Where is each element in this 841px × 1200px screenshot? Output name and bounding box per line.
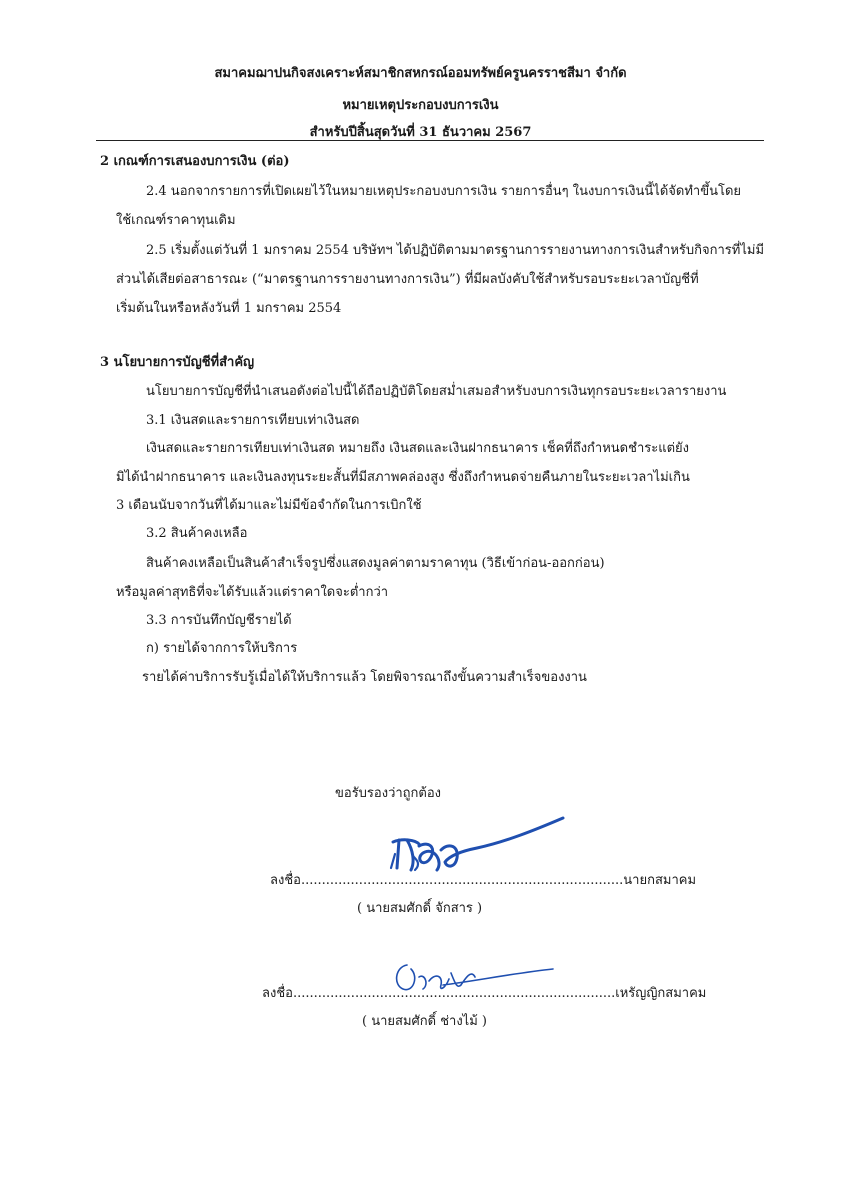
signature-line-treasurer: [262, 982, 706, 1003]
org-name: สมาคมฌาปนกิจสงเคราะห์สมาชิกสหกรณ์ออมทรัพย์ครูนครราชสีมา จำกัด: [214, 66, 627, 81]
sub-3-1-line2: มิได้นำฝากธนาคาร และเงินลงทุนระยะสั้นที่มีสภาพคล่องสูง ซึ่งถึงกำหนดจ่ายคืนภายในระยะเวลาไม่เกิน: [116, 470, 690, 485]
sub-3-3-a-line1: รายได้ค่าบริการรับรู้เมื่อได้ให้บริการแล้ว โดยพิจารณาถึงขั้นความสำเร็จของงาน: [142, 670, 587, 685]
period-line: สำหรับปีสิ้นสุดวันที่ 31 ธันวาคม 2567: [309, 125, 532, 140]
sign-prefix: ลงชื่อ: [270, 873, 301, 888]
header-divider: [96, 140, 764, 141]
para-2-4-line1: 2.4 นอกจากรายการที่เปิดเผยไว้ในหมายเหตุประกอบงบการเงิน รายการอื่นๆ ในงบการเงินนี้ได้จัดทำขึ้นโดย: [146, 184, 742, 199]
section2-heading: 2 เกณฑ์การเสนองบการเงิน (ต่อ): [100, 154, 290, 169]
sign-dots: ..............................................................................: [292, 986, 616, 1001]
section3-intro: นโยบายการบัญชีที่นำเสนอดังต่อไปนี้ได้ถือปฏิบัติโดยสม่ำเสมอสำหรับงบการเงินทุกรอบระยะเวลารายงาน: [146, 384, 727, 399]
sign-prefix: ลงชื่อ: [262, 986, 293, 1001]
president-name: ( นายสมศักดิ์ จักสาร ): [357, 901, 483, 916]
sub-3-2-line1: สินค้าคงเหลือเป็นสินค้าสำเร็จรูปซึ่งแสดงมูลค่าตามราคาทุน (วิธีเข้าก่อน-ออกก่อน): [146, 556, 605, 571]
president-role: นายกสมาคม: [623, 873, 697, 888]
sub-3-2-line2: หรือมูลค่าสุทธิที่จะได้รับแล้วแต่ราคาใดจะต่ำกว่า: [116, 585, 389, 600]
para-2-5-line2: ส่วนได้เสียต่อสาธารณะ (“มาตรฐานการรายงานทางการเงิน”) ที่มีผลบังคับใช้สำหรับรอบระยะเวลาบัญชีที่: [116, 272, 699, 287]
sub-3-1-line1: เงินสดและรายการเทียบเท่าเงินสด หมายถึง เงินสดและเงินฝากธนาคาร เช็คที่ถึงกำหนดชำระแต่ยัง: [146, 441, 689, 456]
sub-3-3-title: 3.3 การบันทึกบัญชีรายได้: [146, 613, 292, 628]
document-title: หมายเหตุประกอบงบการเงิน: [342, 98, 499, 113]
treasurer-role: เหรัญญิกสมาคม: [615, 986, 707, 1001]
sub-3-1-title: 3.1 เงินสดและรายการเทียบเท่าเงินสด: [146, 413, 360, 428]
sub-3-3-a-heading: ก) รายได้จากการให้บริการ: [146, 641, 298, 656]
para-2-4-line2: ใช้เกณฑ์ราคาทุนเดิม: [116, 213, 236, 228]
para-2-5-line1: 2.5 เริ่มตั้งแต่วันที่ 1 มกราคม 2554 บริษัทฯ ได้ปฏิบัติตามมาตรฐานการรายงานทางการเงินสำหรับกิจการที่ไม่มี: [146, 243, 765, 258]
sign-dots: ..............................................................................: [300, 873, 624, 888]
sub-3-2-title: 3.2 สินค้าคงเหลือ: [146, 526, 248, 541]
section3-heading: 3 นโยบายการบัญชีที่สำคัญ: [100, 355, 255, 370]
certification-statement: ขอรับรองว่าถูกต้อง: [335, 786, 442, 801]
signature-line-president: [270, 869, 696, 890]
treasurer-name: ( นายสมศักดิ์ ช่างไม้ ): [362, 1014, 487, 1029]
sub-3-1-line3: 3 เดือนนับจากวันที่ได้มาและไม่มีข้อจำกัดในการเบิกใช้: [116, 498, 422, 513]
para-2-5-line3: เริ่มต้นในหรือหลังวันที่ 1 มกราคม 2554: [116, 301, 342, 316]
